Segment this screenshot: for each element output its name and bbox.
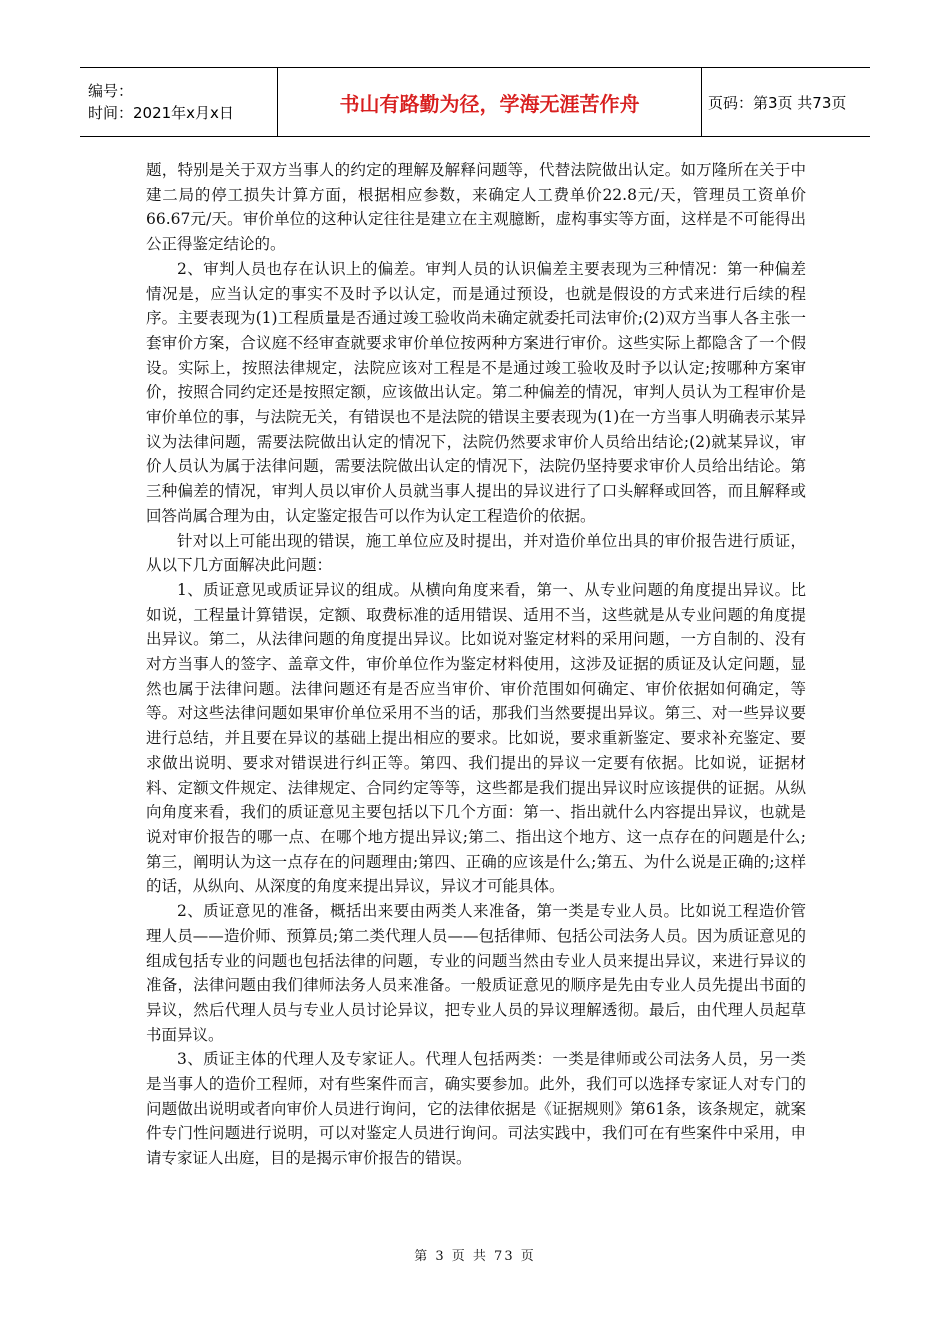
- paragraph: 2、审判人员也存在认识上的偏差。审判人员的认识偏差主要表现为三种情况：第一种偏差情况是，应当认定的事实不及时予以认定，而是通过预设，也就是假设的方式来进行后续的程序。主要表现为(1)工程质量是否通过竣工验收尚未确定就委托司法审价;(2)双方当事人各主张一套审价方案，合议庭不经审查就要求审价单位按两种方案进行审价。这些实际上都隐含了一个假设。实际上，按照法律规定，法院应该对工程是不是通过竣工验收及时予以认定;按哪种方案审价，按照合同约定还是按照定额，应该做出认定。第二种偏差的情况，审判人员认为工程审价是审价单位的事，与法院无关，有错误也不是法院的错误主要表现为(1)在一方当事人明确表示某异议为法律问题，需要法院做出认定的情况下，法院仍然要求审价人员给出结论;(2)就某异议，审价人员认为属于法律问题，需要法院做出认定的情况下，法院仍坚持要求审价人员给出结论。第三种偏差的情况，审判人员以审价人员就当事人提出的异议进行了口头解释或回答，而且解释或回答尚属合理为由，认定鉴定报告可以作为认定工程造价的依据。: [146, 259, 806, 525]
- paragraph: 3、质证主体的代理人及专家证人。代理人包括两类：一类是律师或公司法务人员，另一类是当事人的造价工程师，对有些案件而言，确实要参加。此外，我们可以选择专家证人对专门的问题做出说明或者向审价人员进行询问，它的法律依据是《证据规则》第61条，该条规定，就案件专门性问题进行说明，可以对鉴定人员进行询问。司法实践中，我们可在有些案件中采用，申请专家证人出庭，目的是揭示审价报告的错误。: [146, 1050, 806, 1168]
- paragraph: 针对以上可能出现的错误，施工单位应及时提出，并对造价单位出具的审价报告进行质证，从以下几方面解决此问题：: [146, 531, 806, 575]
- page-footer: 第 3 页 共 73 页: [414, 1249, 536, 1264]
- paragraph-continued: 题，特别是关于双方当事人的约定的理解及解释问题等，代替法院做出认定。如万隆所在关于中建二局的停工损失计算方面，根据相应参数，来确定人工费单价22.8元/天，管理员工资单价66.67元/天。审价单位的这种认定往往是建立在主观臆断，虚构事实等方面，这样是不可能得出公正得鉴定结论的。: [146, 161, 806, 254]
- document-date: 时间：2021年x月x日: [88, 104, 234, 122]
- document-code: 编号：: [88, 82, 134, 100]
- header-motto: 书山有路勤为径，学海无涯苦作舟: [278, 68, 702, 137]
- page-header: [80, 67, 870, 137]
- document-body: [146, 158, 806, 1171]
- header-info-cell: [80, 68, 278, 137]
- paragraph: 2、质证意见的准备，概括出来要由两类人来准备，第一类是专业人员。比如说工程造价管理人员——造价师、预算员;第二类代理人员——包括律师、包括公司法务人员。因为质证意见的组成包括专业的问题也包括法律的问题，专业的问题当然由专业人员来提出异议，来进行异议的准备，法律问题由我们律师法务人员来准备。一般质证意见的顺序是先由专业人员先提出书面的异议，然后代理人员与专业人员讨论异议，把专业人员的异议理解透彻。最后，由代理人员起草书面异议。: [146, 902, 806, 1044]
- header-page-number: 页码：第3页 共73页: [708, 93, 847, 112]
- paragraph: 1、质证意见或质证异议的组成。从横向角度来看，第一、从专业问题的角度提出异议。比如说，工程量计算错误，定额、取费标准的适用错误、适用不当，这些就是从专业问题的角度提出异议。第二，从法律问题的角度提出异议。比如说对鉴定材料的采用问题，一方自制的、没有对方当事人的签字、盖章文件，审价单位作为鉴定材料使用，这涉及证据的质证及认定问题，显然也属于法律问题。法律问题还有是否应当审价、审价范围如何确定、审价依据如何确定，等等。对这些法律问题如果审价单位采用不当的话，那我们当然要提出异议。第三、对一些异议要进行总结，并且要在异议的基础上提出相应的要求。比如说，要求重新鉴定、要求补充鉴定、要求做出说明、要求对错误进行纠正等。第四、我们提出的异议一定要有依据。比如说，证据材料、定额文件规定、法律规定、合同约定等等，这些都是我们提出异议时应该提供的证据。从纵向角度来看，我们的质证意见主要包括以下几个方面：第一、指出就什么内容提出异议，也就是说对审价报告的哪一点、在哪个地方提出异议;第二、指出这个地方、这一点存在的问题是什么;第三，阐明认为这一点存在的问题理由;第四、正确的应该是什么;第五、为什么说是正确的;这样的话，从纵向、从深度的角度来提出异议，异议才可能具体。: [146, 580, 806, 896]
